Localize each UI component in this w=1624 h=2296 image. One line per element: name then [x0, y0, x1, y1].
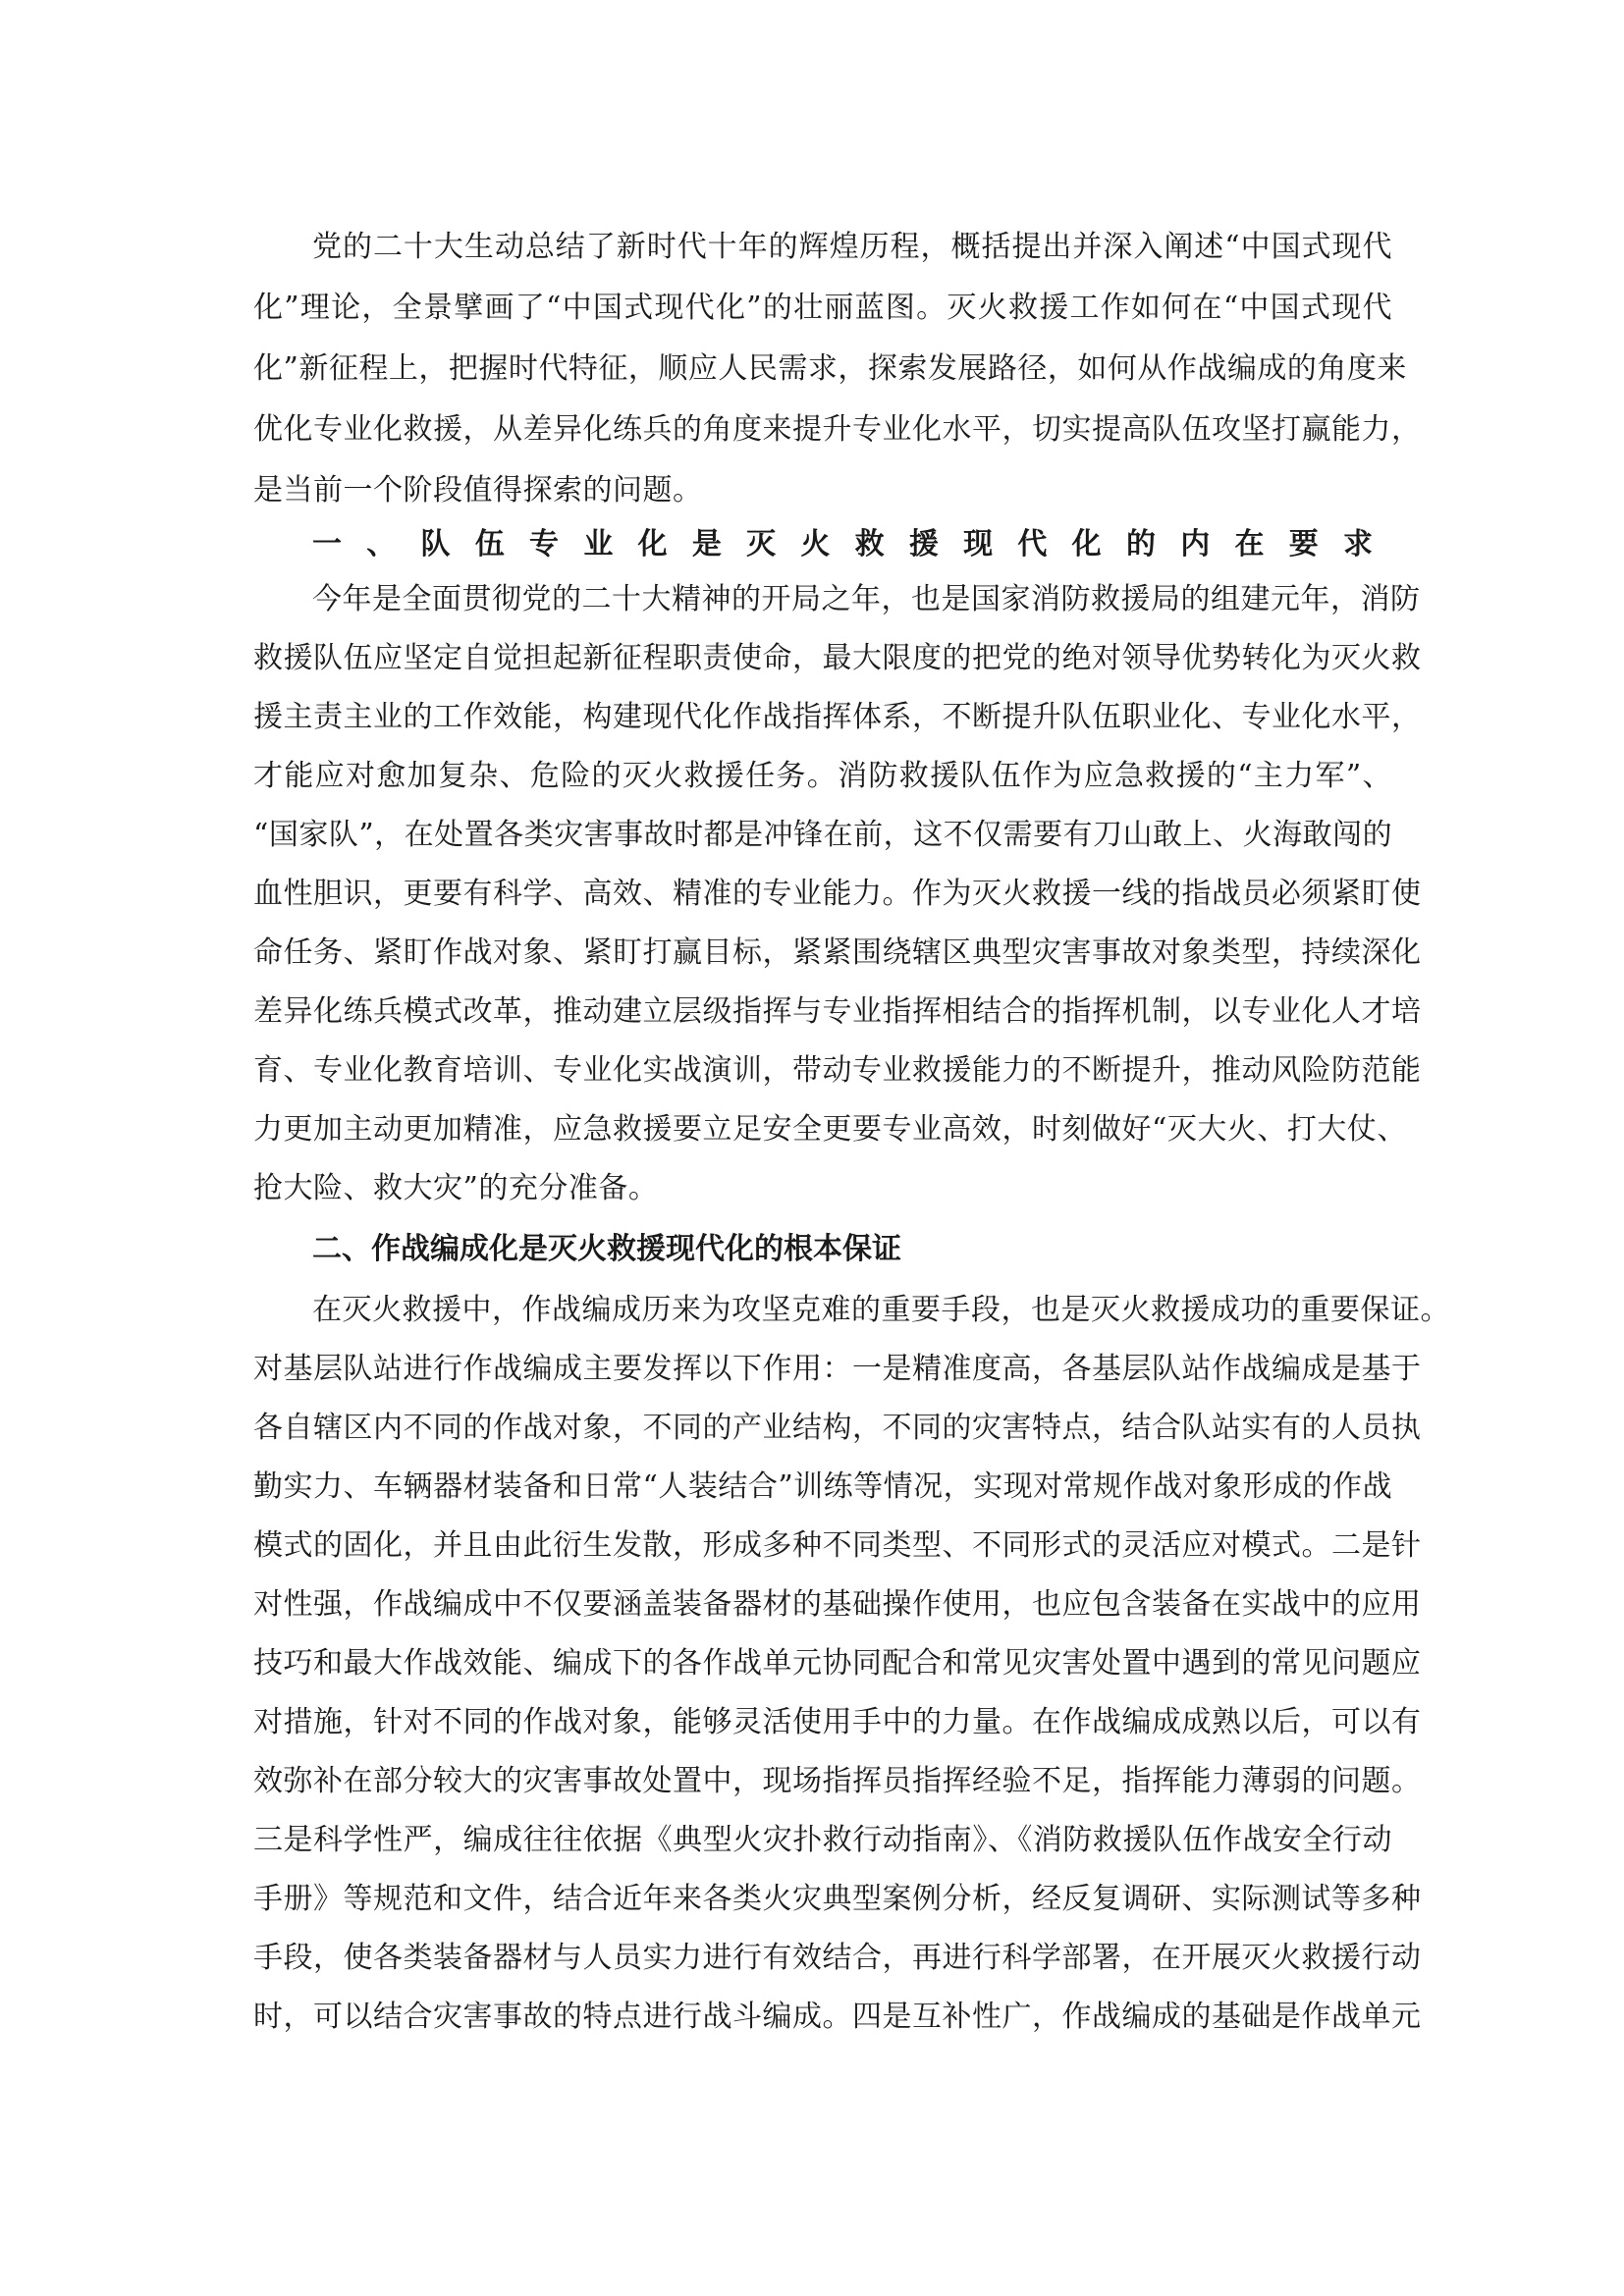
intro-line-3: 化”新征程上，把握时代特征，顺应人民需求，探索发展路径，如何从作战编成的角度来 [253, 351, 1407, 386]
section-2-line-12: 手段，使各类装备器材与人员实力进行有效结合，再进行科学部署，在开展灭火救援行动 [253, 1941, 1422, 1975]
section-2-line-7: 技巧和最大作战效能、编成下的各作战单元协同配合和常见灾害处置中遇到的常见问题应 [253, 1646, 1422, 1681]
section-1-line-7: 命任务、紧盯作战对象、紧盯打赢目标，紧紧围绕辖区典型灾害事故对象类型，持续深化 [253, 935, 1422, 970]
section-2-line-2: 对基层队站进行作战编成主要发挥以下作用：一是精准度高，各基层队站作战编成是基于 [253, 1352, 1422, 1386]
section-1-line-2: 救援队伍应坚定自觉担起新征程职责使命，最大限度的把党的绝对领导优势转化为灭火救 [253, 641, 1422, 675]
section-2-heading: 二、作战编成化是灭火救援现代化的根本保证 [312, 1232, 901, 1266]
section-2-line-11: 手册》等规范和文件，结合近年来各类火灾典型案例分析，经反复调研、实际测试等多种 [253, 1882, 1422, 1916]
section-1-line-8: 差异化练兵模式改革，推动建立层级指挥与专业指挥相结合的指挥机制，以专业化人才培 [253, 994, 1422, 1029]
section-1-line-3: 援主责主业的工作效能，构建现代化作战指挥体系，不断提升队伍职业化、专业化水平， [253, 700, 1422, 734]
section-2-line-9: 效弥补在部分较大的灾害事故处置中，现场指挥员指挥经验不足，指挥能力薄弱的问题。 [253, 1764, 1422, 1798]
intro-line-4: 优化专业化救援，从差异化练兵的角度来提升专业化水平，切实提高队伍攻坚打赢能力， [253, 412, 1422, 447]
section-2-line-3: 各自辖区内不同的作战对象，不同的产业结构，不同的灾害特点，结合队站实有的人员执 [253, 1411, 1422, 1445]
section-1-line-10: 力更加主动更加精准，应急救援要立足安全更要专业高效，时刻做好“灭大火、打大仗、 [253, 1112, 1407, 1147]
intro-line-5: 是当前一个阶段值得探索的问题。 [253, 473, 703, 507]
intro-line-2: 化”理论，全景擘画了“中国式现代化”的壮丽蓝图。灭火救援工作如何在“中国式现代 [253, 291, 1392, 325]
section-2-line-6: 对性强，作战编成中不仅要涵盖装备器材的基础操作使用，也应包含装备在实战中的应用 [253, 1587, 1422, 1622]
section-2-line-4: 勤实力、车辆器材装备和日常“人装结合”训练等情况，实现对常规作战对象形成的作战 [253, 1469, 1393, 1504]
section-2-line-8: 对措施，针对不同的作战对象，能够灵活使用手中的力量。在作战编成成熟以后，可以有 [253, 1705, 1422, 1739]
section-1-line-9: 育、专业化教育培训、专业化实战演训，带动专业救援能力的不断提升，推动风险防范能 [253, 1053, 1422, 1088]
section-2-line-5: 模式的固化，并且由此衍生发散，形成多种不同类型、不同形式的灵活应对模式。二是针 [253, 1528, 1422, 1563]
section-1-line-6: 血性胆识，更要有科学、高效、精准的专业能力。作为灭火救援一线的指战员必须紧盯使 [253, 877, 1422, 911]
section-1-line-1: 今年是全面贯彻党的二十大精神的开局之年，也是国家消防救援局的组建元年，消防 [312, 582, 1421, 616]
section-1-heading: 一、队伍专业化是灭火救援现代化的内在要求 [312, 527, 1373, 561]
section-1-line-5: “国家队”，在处置各类灾害事故时都是冲锋在前，这不仅需要有刀山敢上、火海敢闯的 [253, 818, 1393, 852]
intro-line-1: 党的二十大生动总结了新时代十年的辉煌历程，概括提出并深入阐述“中国式现代 [312, 230, 1392, 264]
section-2-line-13: 时，可以结合灾害事故的特点进行战斗编成。四是互补性广，作战编成的基础是作战单元 [253, 2000, 1422, 2034]
section-1-line-11: 抢大险、救大灾”的充分准备。 [253, 1171, 659, 1205]
section-1-line-4: 才能应对愈加复杂、危险的灭火救援任务。消防救援队伍作为应急救援的“主力军”、 [253, 759, 1392, 793]
section-2-line-10: 三是科学性严，编成往往依据《典型火灾扑救行动指南》、《消防救援队伍作战安全行动 [253, 1823, 1392, 1857]
section-2-line-1: 在灭火救援中，作战编成历来为攻坚克难的重要手段，也是灭火救援成功的重要保证。 [312, 1293, 1450, 1327]
